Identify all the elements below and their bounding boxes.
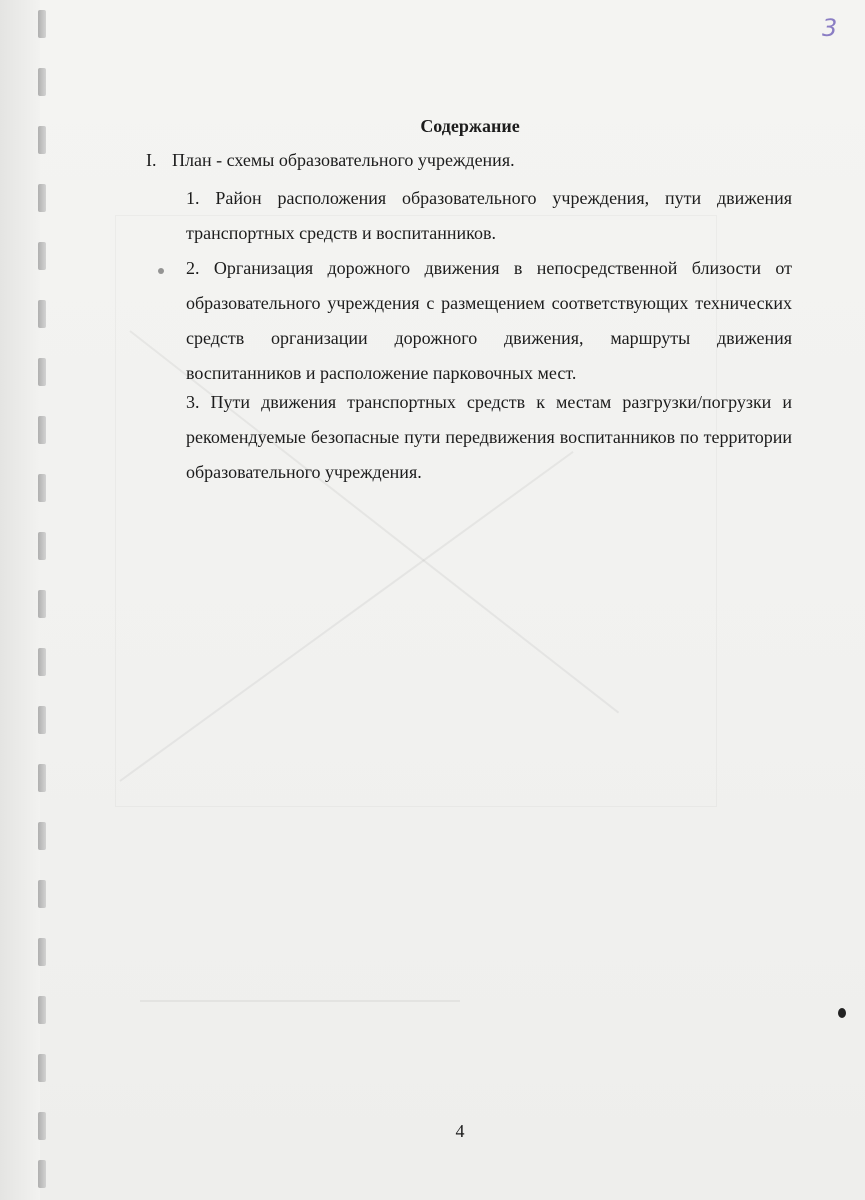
- binding-hole: [38, 10, 46, 38]
- binding-hole: [38, 996, 46, 1024]
- toc-item: 1. Район расположения образовательного учреждения, пути движения транспортных средств и воспитанников.: [186, 188, 792, 243]
- binding-holes: [38, 0, 52, 1200]
- toc-title: Содержание: [420, 116, 520, 136]
- toc-section-label: План - схемы образовательного учреждения.: [172, 150, 515, 170]
- binding-hole: [38, 706, 46, 734]
- bleed-through-legend-line: [140, 1000, 460, 1002]
- toc-section: [146, 150, 515, 171]
- binding-hole: [38, 880, 46, 908]
- binding-hole: [38, 938, 46, 966]
- handwritten-page-number: 3: [822, 14, 838, 42]
- toc-section-number: I.: [146, 150, 157, 170]
- page-left-edge: [0, 0, 40, 1200]
- scan-speck: [838, 1008, 846, 1018]
- binding-hole: [38, 416, 46, 444]
- page-number: 4: [455, 1121, 465, 1141]
- binding-hole: [38, 532, 46, 560]
- binding-hole: [38, 242, 46, 270]
- binding-hole: [38, 590, 46, 618]
- toc-item: 3. Пути движения транспортных средств к местам разгрузки/погрузки и рекомендуемые безопасные пути передвижения воспитанников по территории образовательного учреждения.: [186, 392, 792, 482]
- binding-hole: [38, 764, 46, 792]
- toc-item: 2. Организация дорожного движения в непосредственной близости от образовательного учреждения с размещением соответствующих технических средств организации дорожного движения, маршруты движения воспитанников и расположение парковочных мест.: [186, 258, 792, 383]
- binding-hole: [38, 184, 46, 212]
- binding-hole: [38, 68, 46, 96]
- binding-hole: [38, 822, 46, 850]
- binding-hole: [38, 1054, 46, 1082]
- binding-hole: [38, 474, 46, 502]
- binding-hole: [38, 648, 46, 676]
- binding-hole: [38, 1160, 46, 1188]
- binding-hole: [38, 300, 46, 328]
- binding-hole: [38, 358, 46, 386]
- scan-speck: [158, 268, 164, 274]
